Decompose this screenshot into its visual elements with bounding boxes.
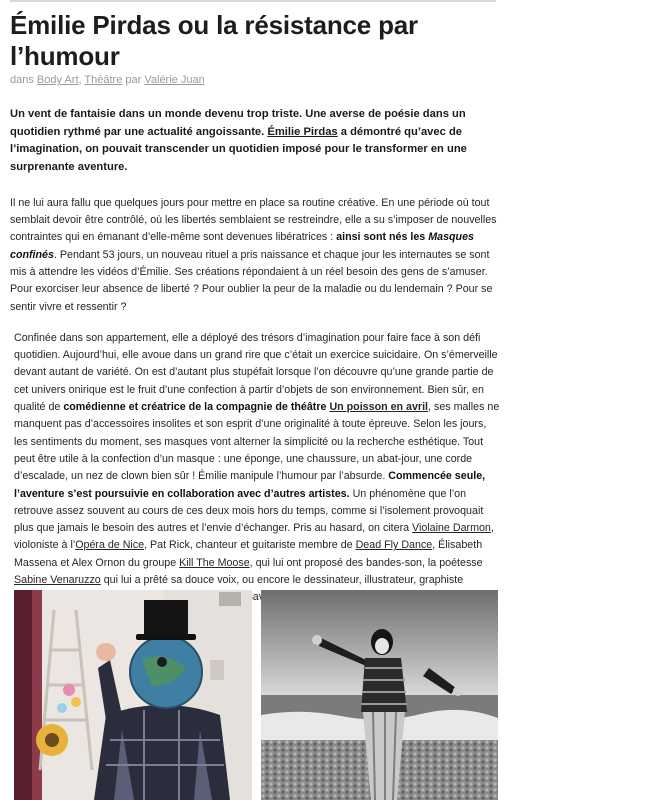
p2-text-4: , violoniste à l’: [14, 522, 494, 552]
p2-text-1: Confinée dans son appartement, elle a déployé des trésors d’imagination pour faire face à son défi quotidien. Aujourd’hui, elle avoue dans un grand rire que c’était un exercice suicidaire. On s’émerveille devant autant de variété. On est d’autant plus stupéfait lorsque l’on découvre qu’une grande partie de cet univers onirique est le fruit d’une confection à partir d’objets de son environnement. Bien sûr, en qualité de: [14, 331, 498, 414]
article-lead: [10, 106, 500, 177]
photo-masked-figure-top-hat[interactable]: [14, 590, 252, 800]
article-title: Émilie Pirdas ou la résistance par l’humour: [10, 10, 418, 71]
photo-row: [14, 590, 498, 800]
p2-text-2: , ses malles ne manquent pas d’accessoires insolites et son esprit d’une originalité à toute épreuve. Selon les jours, les sentiments du moment, ses masques vont alterner la simplicité ou la recherche esthétique. Tout peut être utile à la confection d’un masque : une éponge, une chaussure, un abat-jour, une corde d’escalade, un nez de clown bien sûr ! Émilie manipule l’humour par l’absurde.: [14, 401, 500, 483]
article-meta: [10, 72, 500, 88]
lead-text-1: Un vent de fantaisie dans un monde devenu trop triste. Une averse de poésie dans un quotidien rythmé par une actualité angoissante.: [10, 108, 466, 138]
top-divider: [10, 0, 496, 2]
author-link[interactable]: Valérie Juan: [144, 74, 205, 86]
p1-bold-italic-1: Masques confinés: [10, 231, 474, 261]
photo-illustration-right: [261, 590, 498, 800]
p2-text-7: , qui lui ont proposé des bandes-son, la poétesse: [249, 556, 483, 569]
meta-separator: ,: [78, 74, 85, 86]
p2-text-8: qui lui a prêté sa douce voix, ou encore le dessinateur, illustrateur, graphiste: [100, 574, 464, 587]
link-un-poisson-en-avril[interactable]: Un poisson en avril: [329, 401, 429, 414]
link-dead-fly-dance[interactable]: Dead Fly Dance: [355, 539, 433, 552]
p2-text-3: Un phénomène que l’on retrouve assez souvent au cours de ces deux mois hors du temps, comme si l’isolement provoquait plus que jamais le besoin des autres et l’envie d’échanger. Pris au hasard, on citera: [14, 487, 484, 535]
p2-bold-1: comédienne et créatrice de la compagnie de théâtre: [63, 401, 330, 414]
p1-text-2: . Pendant 53 jours, un nouveau rituel a pris naissance et chaque jour les internautes se sont mis à attendre les vidéos d’Émilie. Ses créations répondaient à un réel besoin des gens de s’amuser. Pour exorciser leur absence de liberté ? Pour oublier la peur de la maladie ou du lendemain ? Pour se sentir vivre et ressentir ?: [10, 248, 493, 313]
p2-text-6: , Élisabeth Massena et Alex Ornon du groupe: [14, 539, 483, 569]
p1-text-1: Il ne lui aura fallu que quelques jours pour mettre en place sa routine créative. En une période où tout semblait devoir être contrôlé, où les libertés semblaient se restreindre, elle a su s’imposer de nouvelles contraintes qui en émanant d’elle-même sont devenues libératrices :: [10, 196, 497, 244]
p2-bold-2: Commencée seule, l’aventure s’est poursuivie en collaboration avec d’autres artistes.: [14, 470, 486, 500]
category-link-theatre[interactable]: Théâtre: [84, 74, 123, 86]
link-kill-the-moose[interactable]: Kill The Moose: [179, 556, 250, 569]
link-sabine-venaruzzo[interactable]: Sabine Venaruzzo: [14, 574, 101, 587]
photo-illustration-left: [14, 590, 252, 800]
paragraph-1: [10, 195, 500, 316]
p2-text-5: , Pat Rick, chanteur et guitariste membre de: [144, 539, 356, 552]
category-link-body-art[interactable]: Body Art: [36, 74, 79, 86]
meta-prefix: dans: [10, 74, 37, 86]
p1-bold-1: ainsi sont nés les: [336, 231, 429, 244]
lead-text-2: a démontré qu’avec de l’imagination, on pouvait transcender un quotidien imposé pour le transformer en une surprenante aventure.: [10, 125, 467, 174]
link-violaine-darmon[interactable]: Violaine Darmon: [412, 522, 491, 535]
article: [10, 10, 500, 624]
paragraph-2: [10, 330, 500, 624]
link-emilie-pirdas[interactable]: Émilie Pirdas: [267, 125, 338, 138]
meta-by: par: [122, 74, 145, 86]
link-opera-de-nice[interactable]: Opéra de Nice: [75, 539, 145, 552]
photo-beach-figure-bw[interactable]: [261, 590, 498, 800]
